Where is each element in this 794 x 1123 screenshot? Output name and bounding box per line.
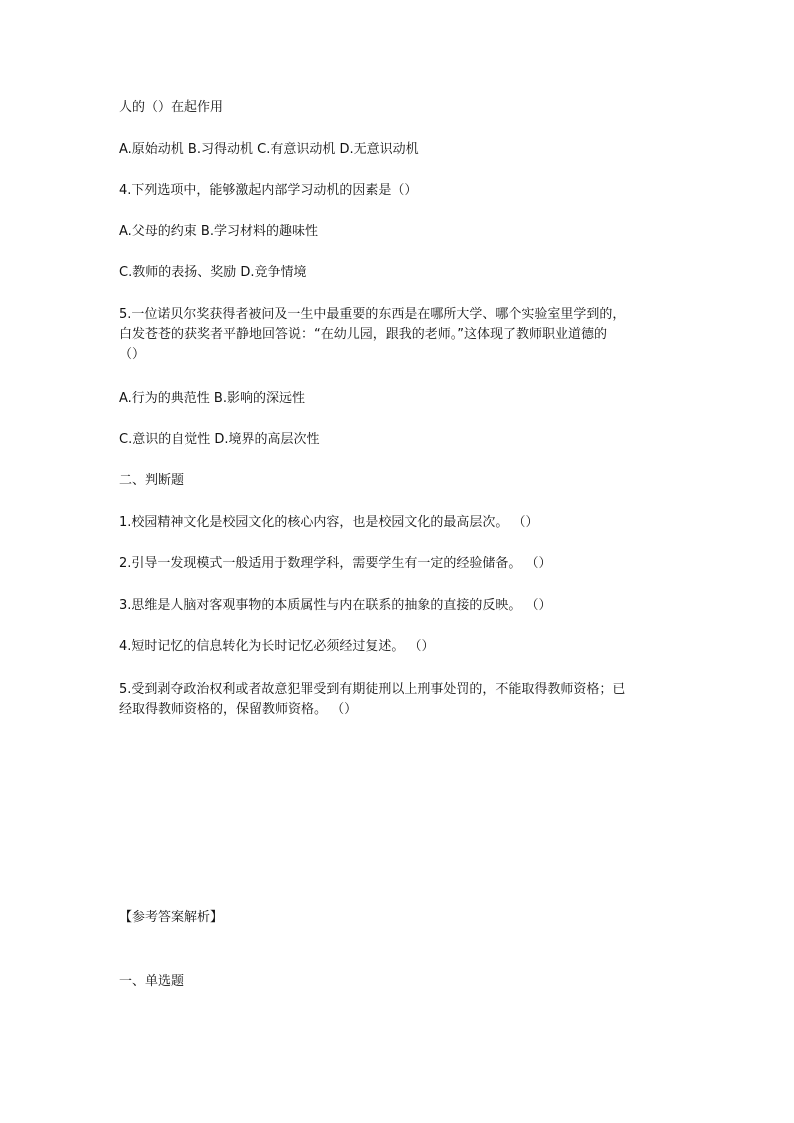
question-5-stem bbox=[119, 305, 679, 365]
question-5-options-cd: C.意识的自觉性 D.境界的高层次性 bbox=[119, 432, 320, 447]
judgement-1: 1.校园精神文化是校园文化的核心内容，也是校园文化的最高层次。 （） bbox=[119, 515, 539, 530]
question-5-stem-line-3: （） bbox=[119, 347, 146, 362]
answer-key-title: 【参考答案解析】 bbox=[119, 910, 224, 925]
question-5-stem-line-1: 5.一位诺贝尔奖获得者被问及一生中最重要的东西是在哪所大学、哪个实验室里学到的， bbox=[119, 307, 626, 322]
section-2-title: 二、判断题 bbox=[119, 473, 185, 488]
judgement-5 bbox=[119, 680, 679, 720]
question-4-options-ab: A.父母的约束 B.学习材料的趣味性 bbox=[119, 224, 318, 239]
judgement-5-line-1: 5.受到剥夺政治权利或者故意犯罪受到有期徒刑以上刑事处罚的，不能取得教师资格；已 bbox=[119, 682, 626, 697]
question-3-options: A.原始动机 B.习得动机 C.有意识动机 D.无意识动机 bbox=[119, 142, 419, 157]
judgement-3: 3.思维是人脑对客观事物的本质属性与内在联系的抽象的直接的反映。 （） bbox=[119, 598, 552, 613]
judgement-5-line-2: 经取得教师资格的，保留教师资格。 （） bbox=[119, 702, 358, 717]
answer-section-1-title: 一、单选题 bbox=[119, 974, 185, 989]
question-5-stem-line-2: 白发苍苍的获奖者平静地回答说：“在幼儿园，跟我的老师。”这体现了教师职业道德的 bbox=[119, 327, 607, 342]
judgement-2: 2.引导一发现模式一般适用于数理学科，需要学生有一定的经验储备。 （） bbox=[119, 556, 552, 571]
question-4-options-cd: C.教师的表扬、奖励 D.竞争情境 bbox=[119, 265, 307, 280]
question-3-stem-continuation: 人的（）在起作用 bbox=[119, 100, 224, 115]
judgement-4: 4.短时记忆的信息转化为长时记忆必须经过复述。 （） bbox=[119, 639, 435, 654]
question-4-stem: 4.下列选项中，能够激起内部学习动机的因素是（） bbox=[119, 183, 418, 198]
question-5-options-ab: A.行为的典范性 B.影响的深远性 bbox=[119, 391, 305, 406]
